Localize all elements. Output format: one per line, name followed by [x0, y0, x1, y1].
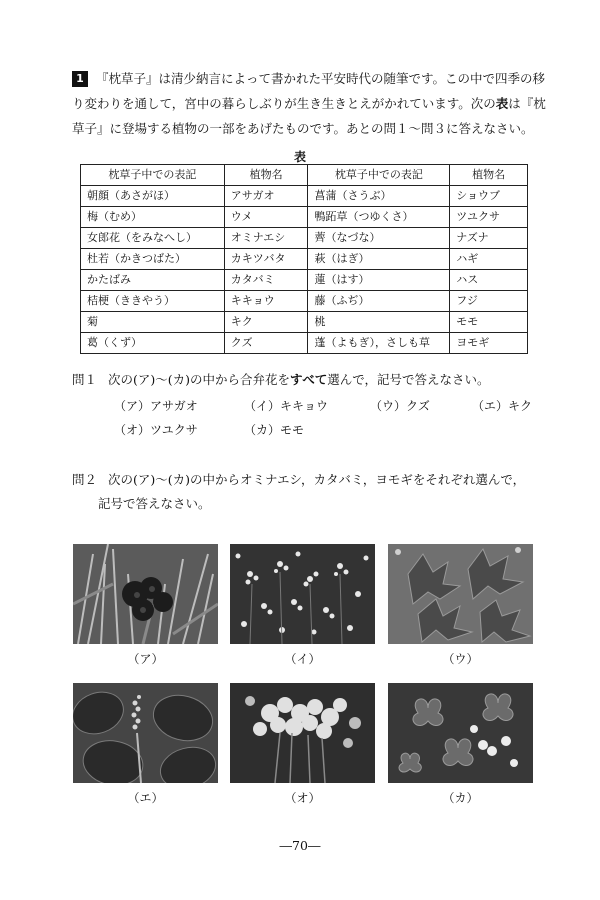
question-2-text-2: 記号で答えなさい。: [98, 496, 211, 511]
photo-a-dark-flowers: [73, 544, 218, 644]
photo-e-broad-leaves: [73, 683, 218, 783]
notation-cell: 菖蒲（さうぶ）: [308, 186, 450, 207]
choices-row-2: [114, 418, 554, 442]
question-2-label: 問２: [72, 472, 98, 487]
plant-name-cell: アサガオ: [224, 186, 308, 207]
table-row: [81, 291, 528, 312]
choice-i: （イ）キキョウ: [244, 399, 329, 413]
notation-cell: 杜若（かきつばた）: [81, 249, 225, 270]
notation-cell: 葛（くず）: [81, 333, 225, 354]
notation-cell: 薺（なづな）: [308, 228, 450, 249]
notation-cell: 鴨跖草（つゆくさ）: [308, 207, 450, 228]
choice-a: （ア）アサガオ: [114, 399, 198, 413]
plant-name-cell: カタバミ: [224, 270, 308, 291]
question-1-text-1: 次の(ア)～(カ)の中から合弁花を: [108, 372, 291, 387]
table-row: [81, 270, 528, 291]
plant-name-cell: キク: [224, 312, 308, 333]
question-1-choices: [114, 394, 554, 442]
question-1-text-bold: すべて: [290, 372, 328, 387]
choice-e: （エ）キク: [472, 399, 533, 413]
plant-name-cell: ハギ: [450, 249, 528, 270]
notation-cell: かたばみ: [81, 270, 225, 291]
page-number: ―70―: [279, 838, 321, 853]
table-row: [81, 249, 528, 270]
intro-text-2: は『枕草子』に登場する植物の一部をあげたものです。あとの問１～問３に答えなさい。: [72, 96, 546, 136]
plant-name-cell: ショウブ: [450, 186, 528, 207]
notation-cell: 梅（むめ）: [81, 207, 225, 228]
question-1-label: 問１: [72, 372, 98, 387]
notation-cell: 桃: [308, 312, 450, 333]
plant-name-cell: オミナエシ: [224, 228, 308, 249]
table-row: [81, 312, 528, 333]
table-row: [81, 186, 528, 207]
table-body: [81, 186, 528, 354]
table-header-row: [81, 165, 528, 186]
table-title: 表: [293, 150, 306, 164]
photo-caption-u: （ウ）: [442, 652, 479, 666]
question-2: [72, 468, 550, 516]
notation-cell: 萩（はぎ）: [308, 249, 450, 270]
notation-cell: 蓮（はす）: [308, 270, 450, 291]
notation-cell: 女郎花（をみなへし）: [81, 228, 225, 249]
plant-table: [80, 164, 528, 354]
notation-cell: 蓬（よもぎ），さしも草: [308, 333, 450, 354]
question-number-badge: 1: [72, 71, 88, 87]
intro-text-bold: 表: [495, 96, 509, 111]
photo-caption-i: （イ）: [284, 652, 321, 666]
notation-cell: 朝顔（あさがほ）: [81, 186, 225, 207]
header-notation-right: 枕草子中での表記: [308, 165, 450, 186]
notation-cell: 桔梗（ききやう）: [81, 291, 225, 312]
table-row: [81, 333, 528, 354]
plant-name-cell: クズ: [224, 333, 308, 354]
choices-row-1: [114, 394, 554, 418]
plant-name-cell: キキョウ: [224, 291, 308, 312]
header-plant-left: 植物名: [224, 165, 308, 186]
plant-name-cell: ヨモギ: [450, 333, 528, 354]
choice-u: （ウ）クズ: [370, 399, 430, 413]
photo-i-white-flowers: [230, 544, 375, 644]
table-row: [81, 207, 528, 228]
plant-name-cell: ツユクサ: [450, 207, 528, 228]
question-1: [72, 368, 550, 392]
plant-name-cell: ハス: [450, 270, 528, 291]
intro-text-1: 『枕草子』は清少納言によって書かれた平安時代の随筆です。この中で四季の移り変わりを通して，宮中の暮らしぶりが生き生きとえがかれています。次の: [72, 71, 546, 111]
table-row: [81, 228, 528, 249]
notation-cell: 菊: [81, 312, 225, 333]
photo-caption-o: （オ）: [284, 791, 321, 805]
photo-ka-clover-leaves: [388, 683, 533, 783]
notation-cell: 藤（ふぢ）: [308, 291, 450, 312]
choice-ka: （カ）モモ: [244, 423, 305, 437]
header-plant-right: 植物名: [450, 165, 528, 186]
question-1-text-2: 選んで，記号で答えなさい。: [327, 372, 490, 387]
choice-o: （オ）ツユクサ: [114, 423, 198, 437]
question-2-text-1: 次の(ア)～(カ)の中からオミナエシ，カタバミ，ヨモギをそれぞれ選んで，: [108, 472, 526, 487]
plant-name-cell: モモ: [450, 312, 528, 333]
photo-u-lobed-leaves: [388, 544, 533, 644]
header-notation-left: 枕草子中での表記: [81, 165, 225, 186]
plant-name-cell: ナズナ: [450, 228, 528, 249]
photo-caption-a: （ア）: [127, 652, 164, 666]
photo-o-flower-clusters: [230, 683, 375, 783]
plant-name-cell: ウメ: [224, 207, 308, 228]
intro-paragraph: [72, 66, 550, 141]
photo-caption-ka: （カ）: [442, 791, 479, 805]
plant-name-cell: カキツバタ: [224, 249, 308, 270]
photo-caption-e: （エ）: [127, 791, 164, 805]
plant-name-cell: フジ: [450, 291, 528, 312]
